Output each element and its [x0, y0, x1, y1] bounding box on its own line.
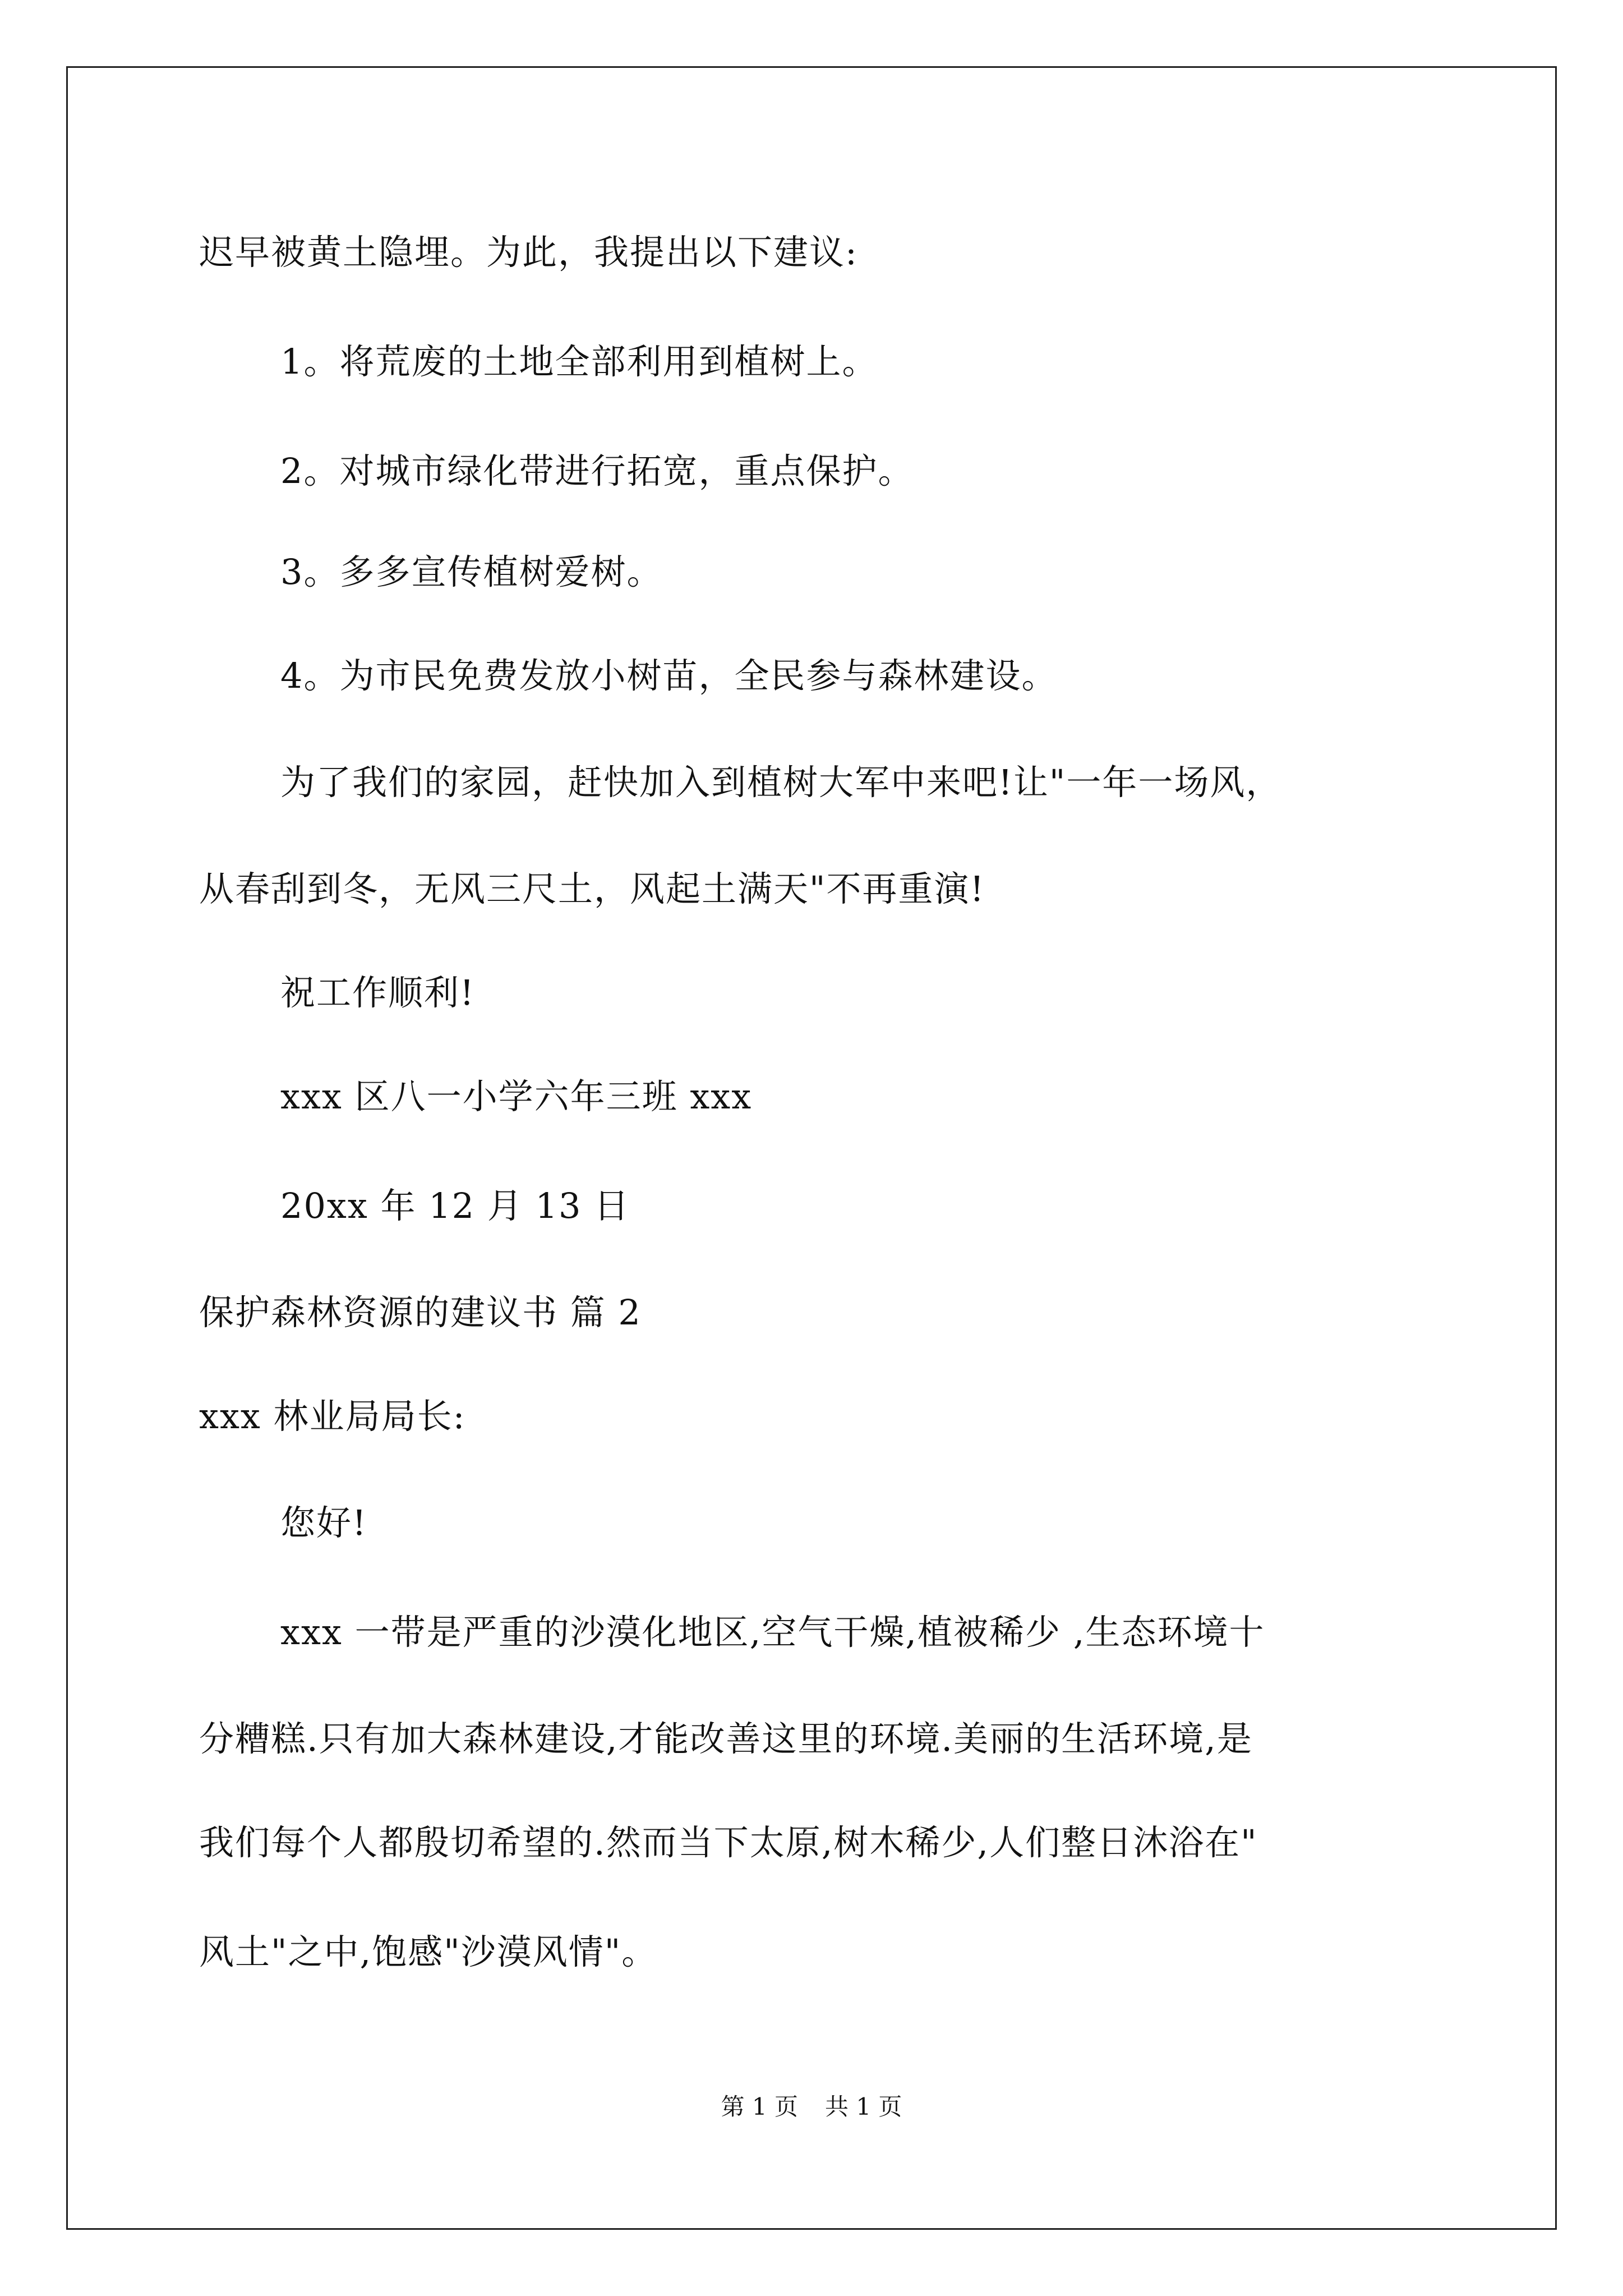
body-line-5: 风土"之中,饱感"沙漠风情"。 [199, 1931, 658, 1972]
closing-wish: 祝工作顺利! [280, 972, 475, 1013]
body-line-2: xxx 一带是严重的沙漠化地区,空气干燥,植被稀少 ,生态环境十 [280, 1612, 1265, 1653]
body-line-4: 我们每个人都殷切希望的.然而当下太原,树木稀少,人们整日沐浴在" [199, 1822, 1258, 1863]
appeal-line-1: 为了我们的家园，赶快加入到植树大军中来吧!让"一年一场风， [280, 762, 1282, 803]
greeting: 您好! [280, 1502, 367, 1543]
body-line-3: 分糟糕.只有加大森林建设,才能改善这里的环境.美丽的生活环境,是 [199, 1718, 1253, 1759]
signature: xxx 区八一小学六年三班 xxx [280, 1076, 753, 1117]
page-total: 共 1 页 [825, 2093, 902, 2120]
suggestion-3: 3。多多宣传植树爱树。 [280, 551, 663, 592]
suggestion-4: 4。为市民免费发放小树苗，全民参与森林建设。 [280, 655, 1058, 696]
page-number: 第 1 页 [721, 2093, 798, 2120]
page-frame [66, 66, 1557, 2230]
suggestion-2: 2。对城市绿化带进行拓宽，重点保护。 [280, 450, 914, 491]
date: 20xx 年 12 月 13 日 [280, 1185, 630, 1226]
salutation: xxx 林业局局长: [199, 1396, 466, 1437]
body-line-1: 迟早被黄土隐埋。为此，我提出以下建议: [199, 232, 858, 273]
page-footer [0, 2091, 1623, 2123]
appeal-line-2: 从春刮到冬，无风三尺土，风起土满天"不再重演! [199, 868, 985, 909]
suggestion-1: 1。将荒废的土地全部利用到植树上。 [280, 341, 878, 382]
section-title: 保护森林资源的建议书 篇 2 [199, 1292, 642, 1333]
